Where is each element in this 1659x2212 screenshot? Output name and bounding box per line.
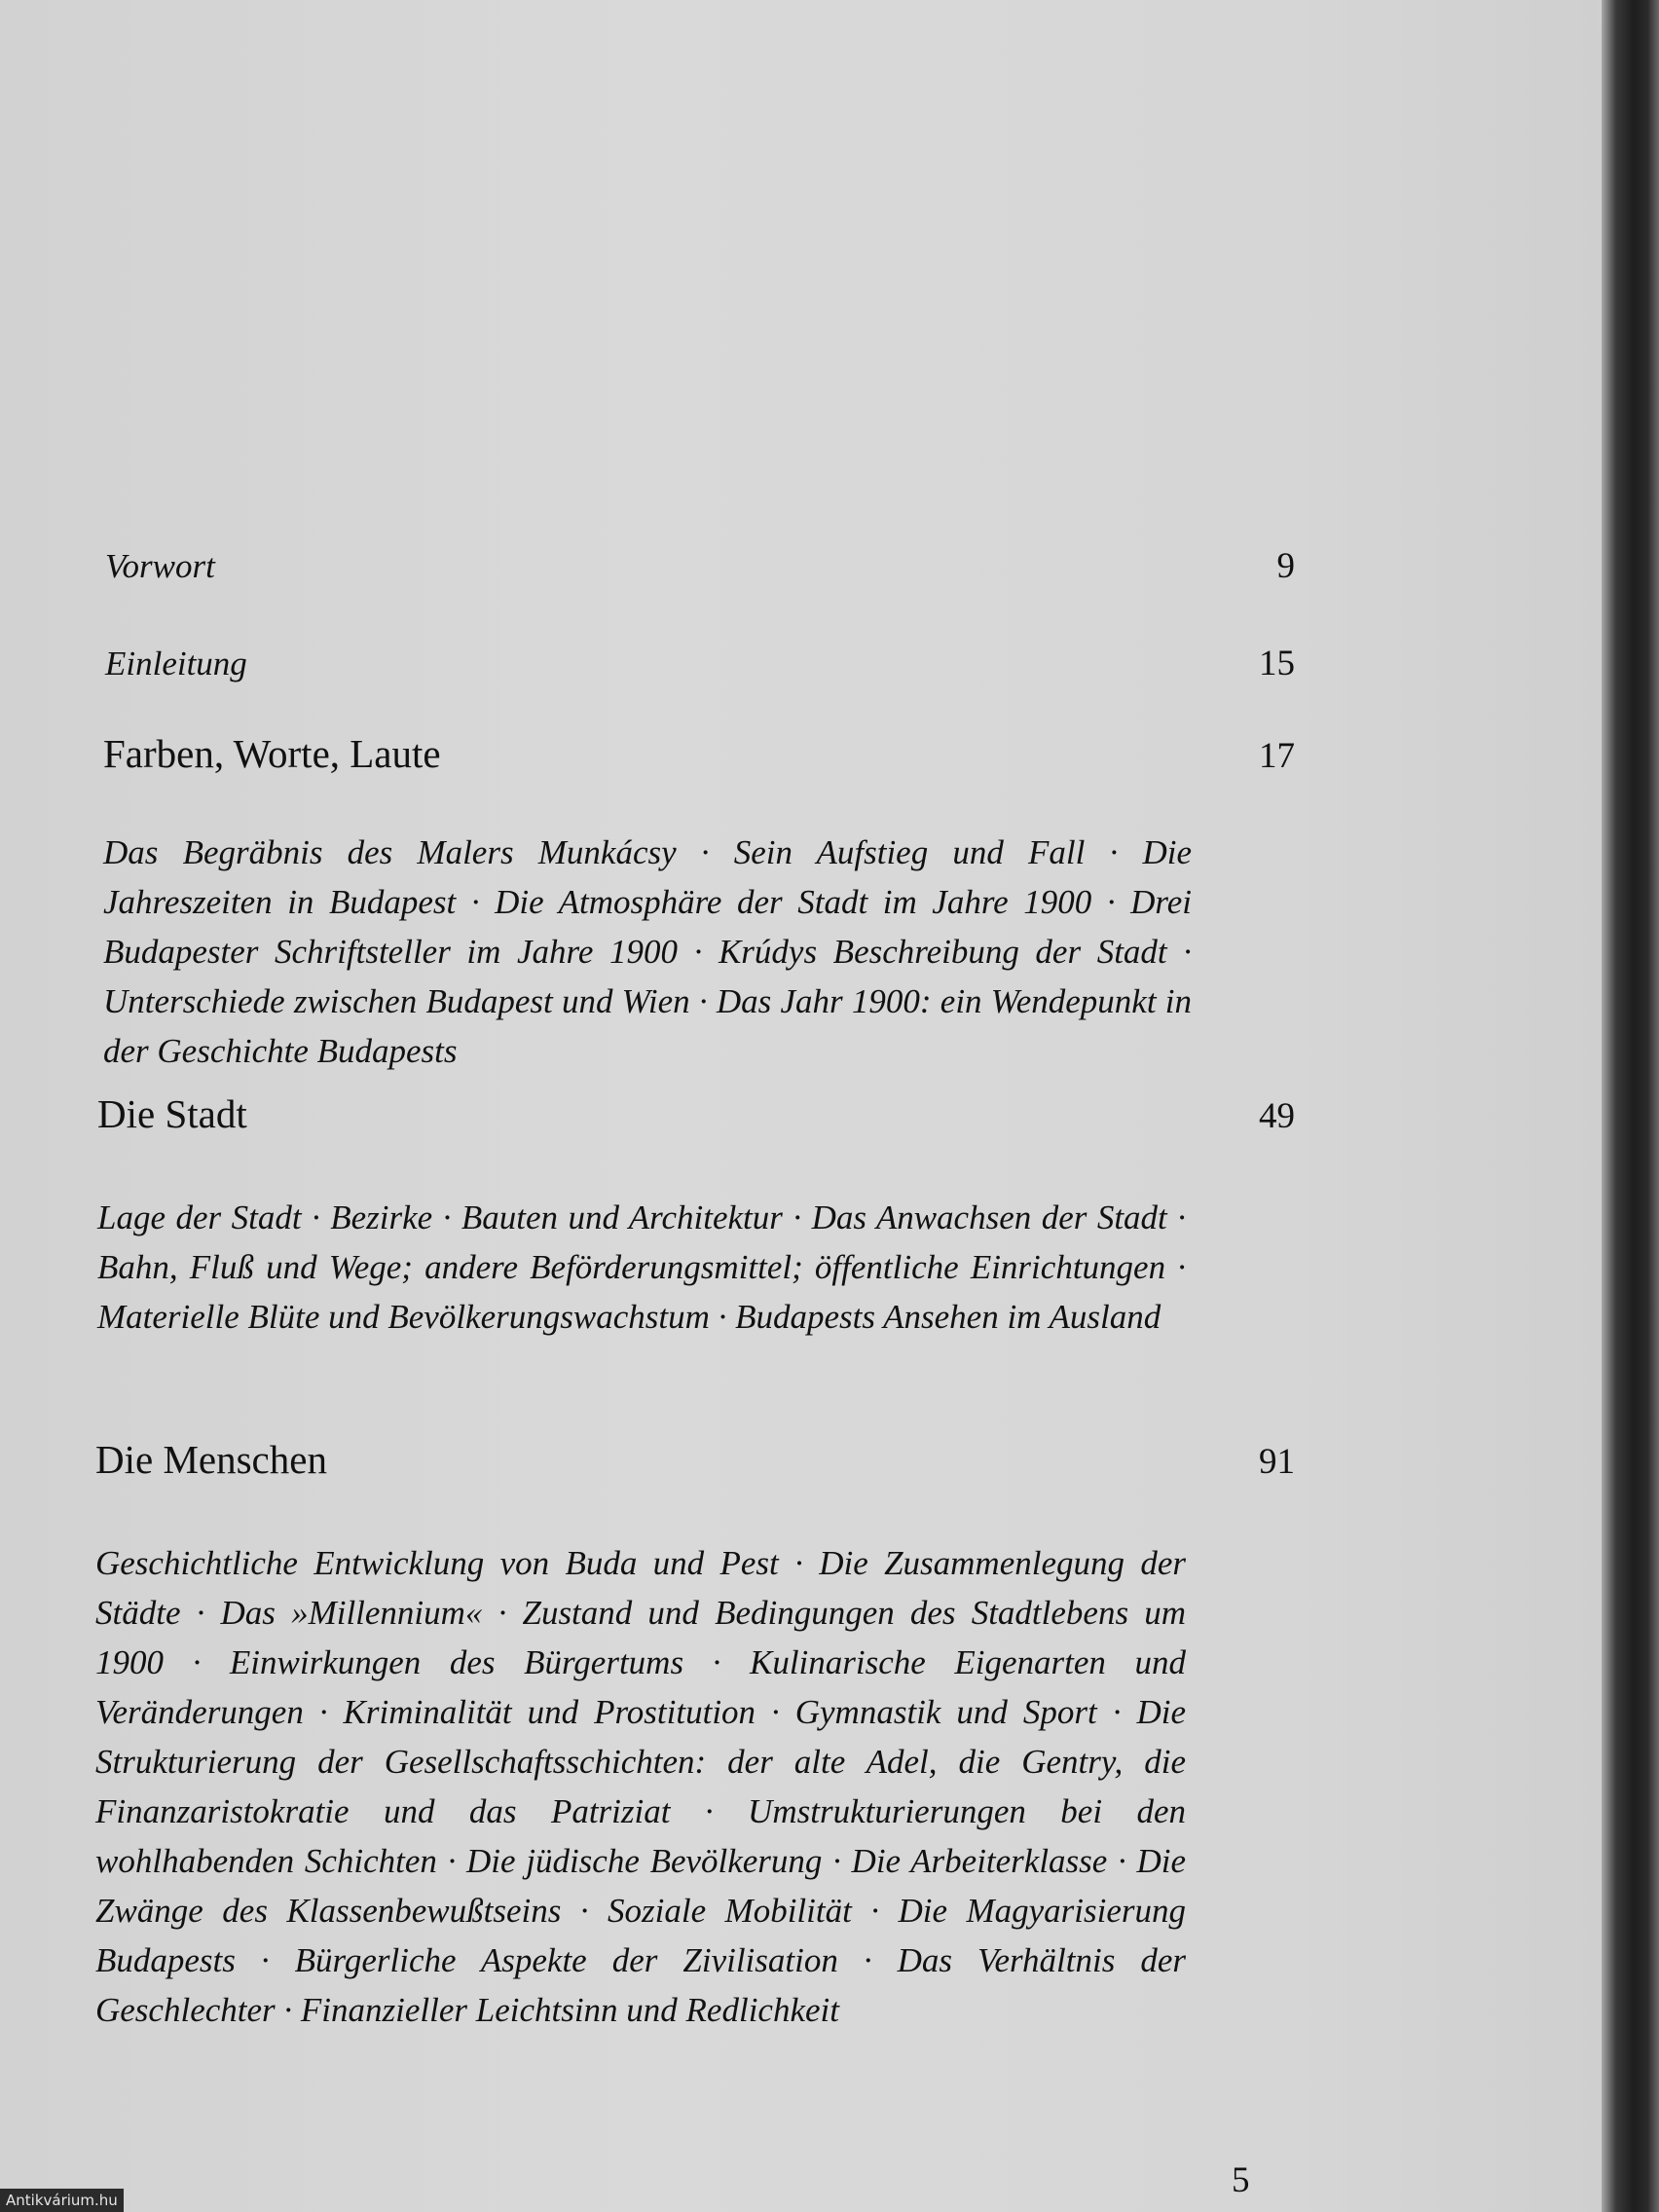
toc-entry-title: Vorwort	[105, 547, 215, 585]
chapter-heading-farben	[103, 730, 1295, 777]
toc-entry-title: Einleitung	[105, 645, 247, 682]
chapter-page: 91	[1259, 1442, 1295, 1482]
chapter-description: Geschichtliche Entwicklung von Buda und Pest · Die Zusammenlegung der Städte · Das »Millennium« · Zustand und Bedingungen des Stadtlebens um 1900 · Einwirkungen des Bürgertums · Kulinarische Eigenarten und Veränderungen · Kriminalität und Prostitution · Gymnastik und Sport · Die Strukturierung der Gesellschaftsschichten: der alte Adel, die Gentry, die Finanzaristokratie und das Patriziat · Umstrukturierungen bei den wohlhabenden Schichten · Die jüdische Bevölkerung · Die Arbeiterklasse · Die Zwänge des Klassenbewußtseins · Soziale Mobilität · Die Magyarisierung Budapests · Bürgerliche Aspekte der Zivilisation · Das Verhältnis der Geschlechter · Finanzieller Leichtsinn und Redlichkeit	[95, 1544, 1186, 2029]
chapter-description: Lage der Stadt · Bezirke · Bauten und Architektur · Das Anwachsen der Stadt · Bahn, Fluß und Wege; andere Beförderungsmittel; öffentliche Einrichtungen · Materielle Blüte und Bevölkerungswachstum · Budapests Ansehen im Ausland	[97, 1198, 1186, 1336]
watermark: Antikvárium.hu	[0, 2189, 124, 2212]
chapter-heading-menschen	[95, 1436, 1295, 1483]
chapter-title: Die Menschen	[95, 1437, 327, 1482]
toc-entry-page: 15	[1259, 644, 1295, 683]
toc-entry-page: 9	[1276, 546, 1295, 586]
toc-entry-einleitung	[105, 643, 1295, 684]
chapter-description: Das Begräbnis des Malers Munkácsy · Sein Aufstieg und Fall · Die Jahreszeiten in Budapest · Die Atmosphäre der Stadt im Jahre 1900 · Drei Budapester Schriftsteller im Jahre 1900 · Krúdys Beschreibung der Stadt · Unterschiede zwischen Budapest und Wien · Das Jahr 1900: ein Wendepunkt in der Geschichte Budapests	[103, 833, 1192, 1070]
page-number: 5	[1232, 2160, 1250, 2200]
toc-entry-vorwort	[105, 545, 1295, 587]
chapter-title: Die Stadt	[97, 1091, 247, 1136]
chapter-title: Farben, Worte, Laute	[103, 731, 441, 776]
chapter-heading-stadt	[97, 1090, 1295, 1137]
book-spine-edge	[1602, 0, 1659, 2212]
chapter-page: 17	[1259, 736, 1295, 776]
chapter-page: 49	[1259, 1096, 1295, 1136]
